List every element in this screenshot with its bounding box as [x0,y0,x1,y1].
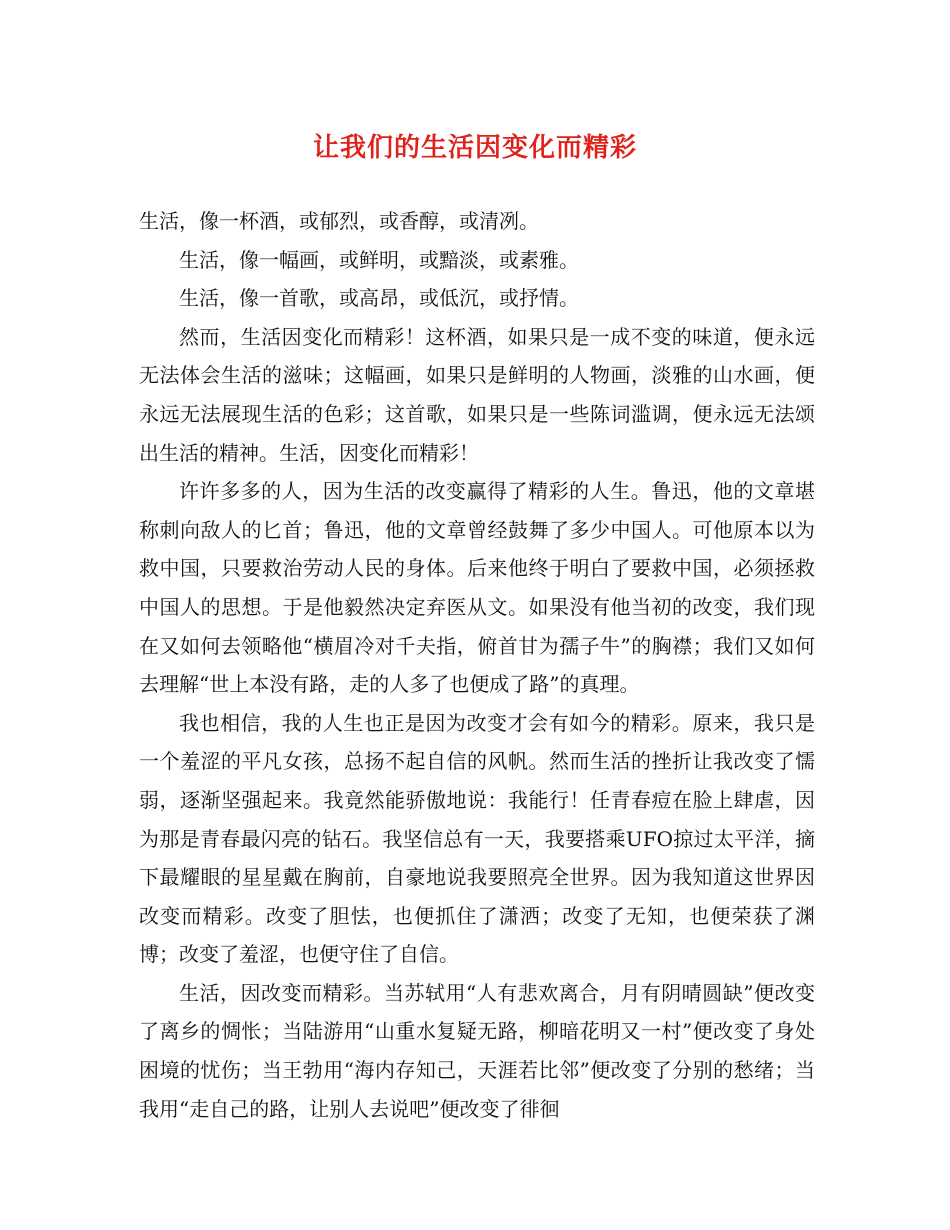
paragraph-3: 生活，像一首歌，或高昂，或低沉，或抒情。 [179,286,579,311]
essay-body [139,202,815,1128]
paragraph-6: 我也相信，我的人生也正是因为改变才会有如今的精彩。原来，我只是一个羞涩的平凡女孩，总扬不起自信的风帆。然而生活的挫折让我改变了懦弱，逐渐坚强起来。我竟然能骄傲地说：我能行！任青春痘在脸上肆虐，因为那是青春最闪亮的钻石。我坚信总有一天，我要搭乘UFO掠过太平洋，摘下最耀眼的星星戴在胸前，自豪地说我要照亮全世界。因为我知道这世界因改变而精彩。改变了胆怯，也便抓住了潇洒；改变了无知，也便荣获了渊博；改变了羞涩，也便守住了自信。 [139,710,815,967]
paragraph-1: 生活，像一杯酒，或郁烈，或香醇，或清冽。 [139,209,539,233]
paragraph-4: 然而，生活因变化而精彩！这杯酒，如果只是一成不变的味道，便永远无法体会生活的滋味；这幅画，如果只是鲜明的人物画，淡雅的山水画，便永远无法展现生活的色彩；这首歌，如果只是一些陈词滥调，便永远无法颂出生活的精神。生活，因变化而精彩！ [139,324,815,465]
paragraph-5: 许许多多的人，因为生活的改变赢得了精彩的人生。鲁迅，他的文章堪称刺向敌人的匕首；鲁迅，他的文章曾经鼓舞了多少中国人。可他原本以为救中国，只要救治劳动人民的身体。后来他终于明白了要救中国，必须拯救中国人的思想。于是他毅然决定弃医从文。如果没有他当初的改变，我们现在又如何去领略他“横眉冷对千夫指，俯首甘为孺子牛”的胸襟；我们又如何去理解“世上本没有路，走的人多了也便成了路”的真理。 [139,479,815,697]
page-title: 让我们的生活因变化而精彩 [312,133,637,163]
paragraph-7: 生活，因改变而精彩。当苏轼用“人有悲欢离合，月有阴晴圆缺”便改变了离乡的惆怅；当陆游用“山重水复疑无路，柳暗花明又一村”便改变了身处困境的忧伤；当王勃用“海内存知己，天涯若比邻”便改变了分别的愁绪；当我用“走自己的路，让别人去说吧”便改变了徘徊 [139,980,815,1121]
paragraph-2: 生活，像一幅画，或鲜明，或黯淡，或素雅。 [179,247,579,272]
